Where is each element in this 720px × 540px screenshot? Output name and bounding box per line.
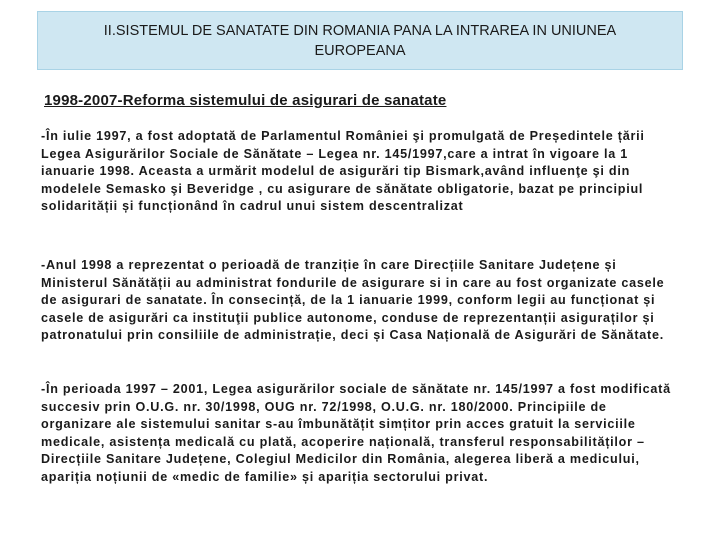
section-subtitle: 1998-2007-Reforma sistemului de asigurari de sanatate [44, 92, 447, 109]
title-banner [37, 11, 683, 70]
paragraph-2: -Anul 1998 a reprezentat o perioadă de tranziție în care Direcțiile Sanitare Județene și Ministerul Sănătății au administrat fondurile de asigurare si in care au fost organizate casele de asigurari de sanatate. În consecință, de la 1 ianuarie 1999, conform legii au funcționat și casele de asigurări ca instituţii publice autonome, conduse de reprezentanții asiguraților și patronatului prin consiliile de administrație, deci și Casa Națională de Asigurări de Sănătate. [41, 258, 665, 343]
paragraph-1: -În iulie 1997, a fost adoptată de Parlamentul României şi promulgată de Președintele țării Legea Asigurărilor Sociale de Sănătate – Legea nr. 145/1997,care a intrat în vigoare la 1 ianuarie 1998. Aceasta a urmărit modelul de asigurări tip Bismark,având influenţe şi din modelele Semasko şi Beveridge , cu asigurare de sănătate obligatorie, bazat pe principiul solidarității și funcționând în cadrul unui sistem descentralizat [41, 129, 645, 214]
paragraph-3: -În perioada 1997 – 2001, Legea asigurărilor sociale de sănătate nr. 145/1997 a fost modificată succesiv prin O.U.G. nr. 30/1998, OUG nr. 72/1998, O.U.G. nr. 180/2000. Principiile de organizare ale sistemului sanitar s-au îmbunătățit simțitor prin acces gratuit la serviciile medicale, asistența medicală cu plată, acoperire națională, transferul responsabilităților – Direcțiile Sanitare Județene, Colegiul Medicilor din România, alegerea liberă a medicului, apariția noțiunii de «medic de familie» și apariția sectorului privat. [41, 382, 671, 484]
slide-title: II.SISTEMUL DE SANATATE DIN ROMANIA PANA LA INTRAREA IN UNIUNEA EUROPEANA [103, 22, 617, 59]
